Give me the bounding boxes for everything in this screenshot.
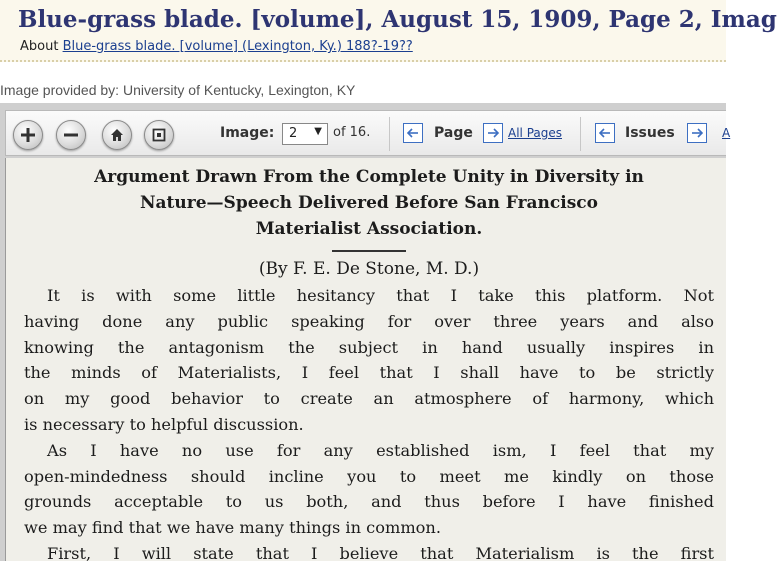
text-line: knowing the antagonism the subject in hand usually inspires in <box>24 337 714 357</box>
about-label: About <box>20 39 59 54</box>
image-viewer <box>0 103 731 563</box>
article-byline: (By F. E. De Stone, M. D.) <box>258 259 480 279</box>
image-number-value: 2 <box>289 126 298 141</box>
home-icon <box>110 128 124 142</box>
text-line: open-mindedness should incline you to meet me kindly on those <box>24 466 714 486</box>
arrow-right-icon <box>691 127 703 139</box>
previous-page-button[interactable] <box>403 123 423 143</box>
fullscreen-button[interactable] <box>144 120 174 150</box>
text-line: is necessary to helpful discussion. <box>24 414 304 434</box>
zoom-in-button[interactable] <box>13 120 43 150</box>
zoom-out-button[interactable] <box>56 120 86 150</box>
previous-issue-button[interactable] <box>595 123 615 143</box>
toolbar-divider <box>389 117 390 151</box>
fullscreen-icon <box>152 128 166 142</box>
image-provider-credit: Image provided by: University of Kentucky, Lexington, KY <box>0 82 356 98</box>
article-paragraph <box>24 283 714 438</box>
headline-line: Nature—Speech Delivered Before San Francisco <box>140 193 598 213</box>
text-line: As I have no use for any established ism, I feel that my <box>47 440 714 460</box>
arrow-right-icon <box>487 127 499 139</box>
newspaper-article <box>24 164 714 567</box>
article-paragraph <box>24 438 714 541</box>
next-issue-button[interactable] <box>687 123 707 143</box>
text-line: grounds acceptable to us both, and thus before I have finished <box>24 492 714 512</box>
headline-line: Argument Drawn From the Complete Unity in Diversity in <box>94 167 644 187</box>
about-title-link[interactable]: Blue-grass blade. [volume] (Lexington, Ky.) 188?-19?? <box>62 39 413 54</box>
minus-icon <box>64 128 78 142</box>
article-paragraph <box>24 541 714 567</box>
plus-icon <box>21 128 35 142</box>
issues-nav-label: Issues <box>625 125 675 141</box>
arrow-left-icon <box>599 127 611 139</box>
article-headline <box>24 164 714 242</box>
all-pages-link[interactable]: All Pages <box>508 126 562 140</box>
title-bar <box>0 0 777 62</box>
newspaper-page-image[interactable] <box>5 158 726 561</box>
text-line: the minds of Materialists, I feel that I shall have to be strictly <box>24 363 714 383</box>
text-line: First, I will state that I believe that Materialism is the first <box>47 543 714 563</box>
text-line: we may find that we have many things in common. <box>24 518 442 538</box>
headline-line: Materialist Association. <box>255 219 483 239</box>
page-title: Blue-grass blade. [volume], August 15, 1909, Page 2, Imag <box>18 6 777 33</box>
about-line <box>20 39 413 54</box>
next-page-button[interactable] <box>483 123 503 143</box>
viewer-toolbar <box>5 110 731 156</box>
image-count: of 16. <box>333 125 371 140</box>
toolbar-divider <box>580 117 581 151</box>
headline-divider <box>332 250 406 252</box>
all-issues-link[interactable]: A <box>722 126 731 140</box>
home-button[interactable] <box>102 120 132 150</box>
image-number-select[interactable] <box>282 123 328 145</box>
text-line: on my good behavior to create an atmosphere of harmony, which <box>24 389 714 409</box>
page-nav-label: Page <box>434 125 473 141</box>
text-line: having done any public speaking for over three years and also <box>24 311 714 331</box>
image-label: Image: <box>220 125 275 141</box>
text-line: It is with some little hesitancy that I take this platform. Not <box>47 286 714 305</box>
arrow-left-icon <box>407 127 419 139</box>
dropdown-arrow-icon: ▼ <box>314 126 322 137</box>
